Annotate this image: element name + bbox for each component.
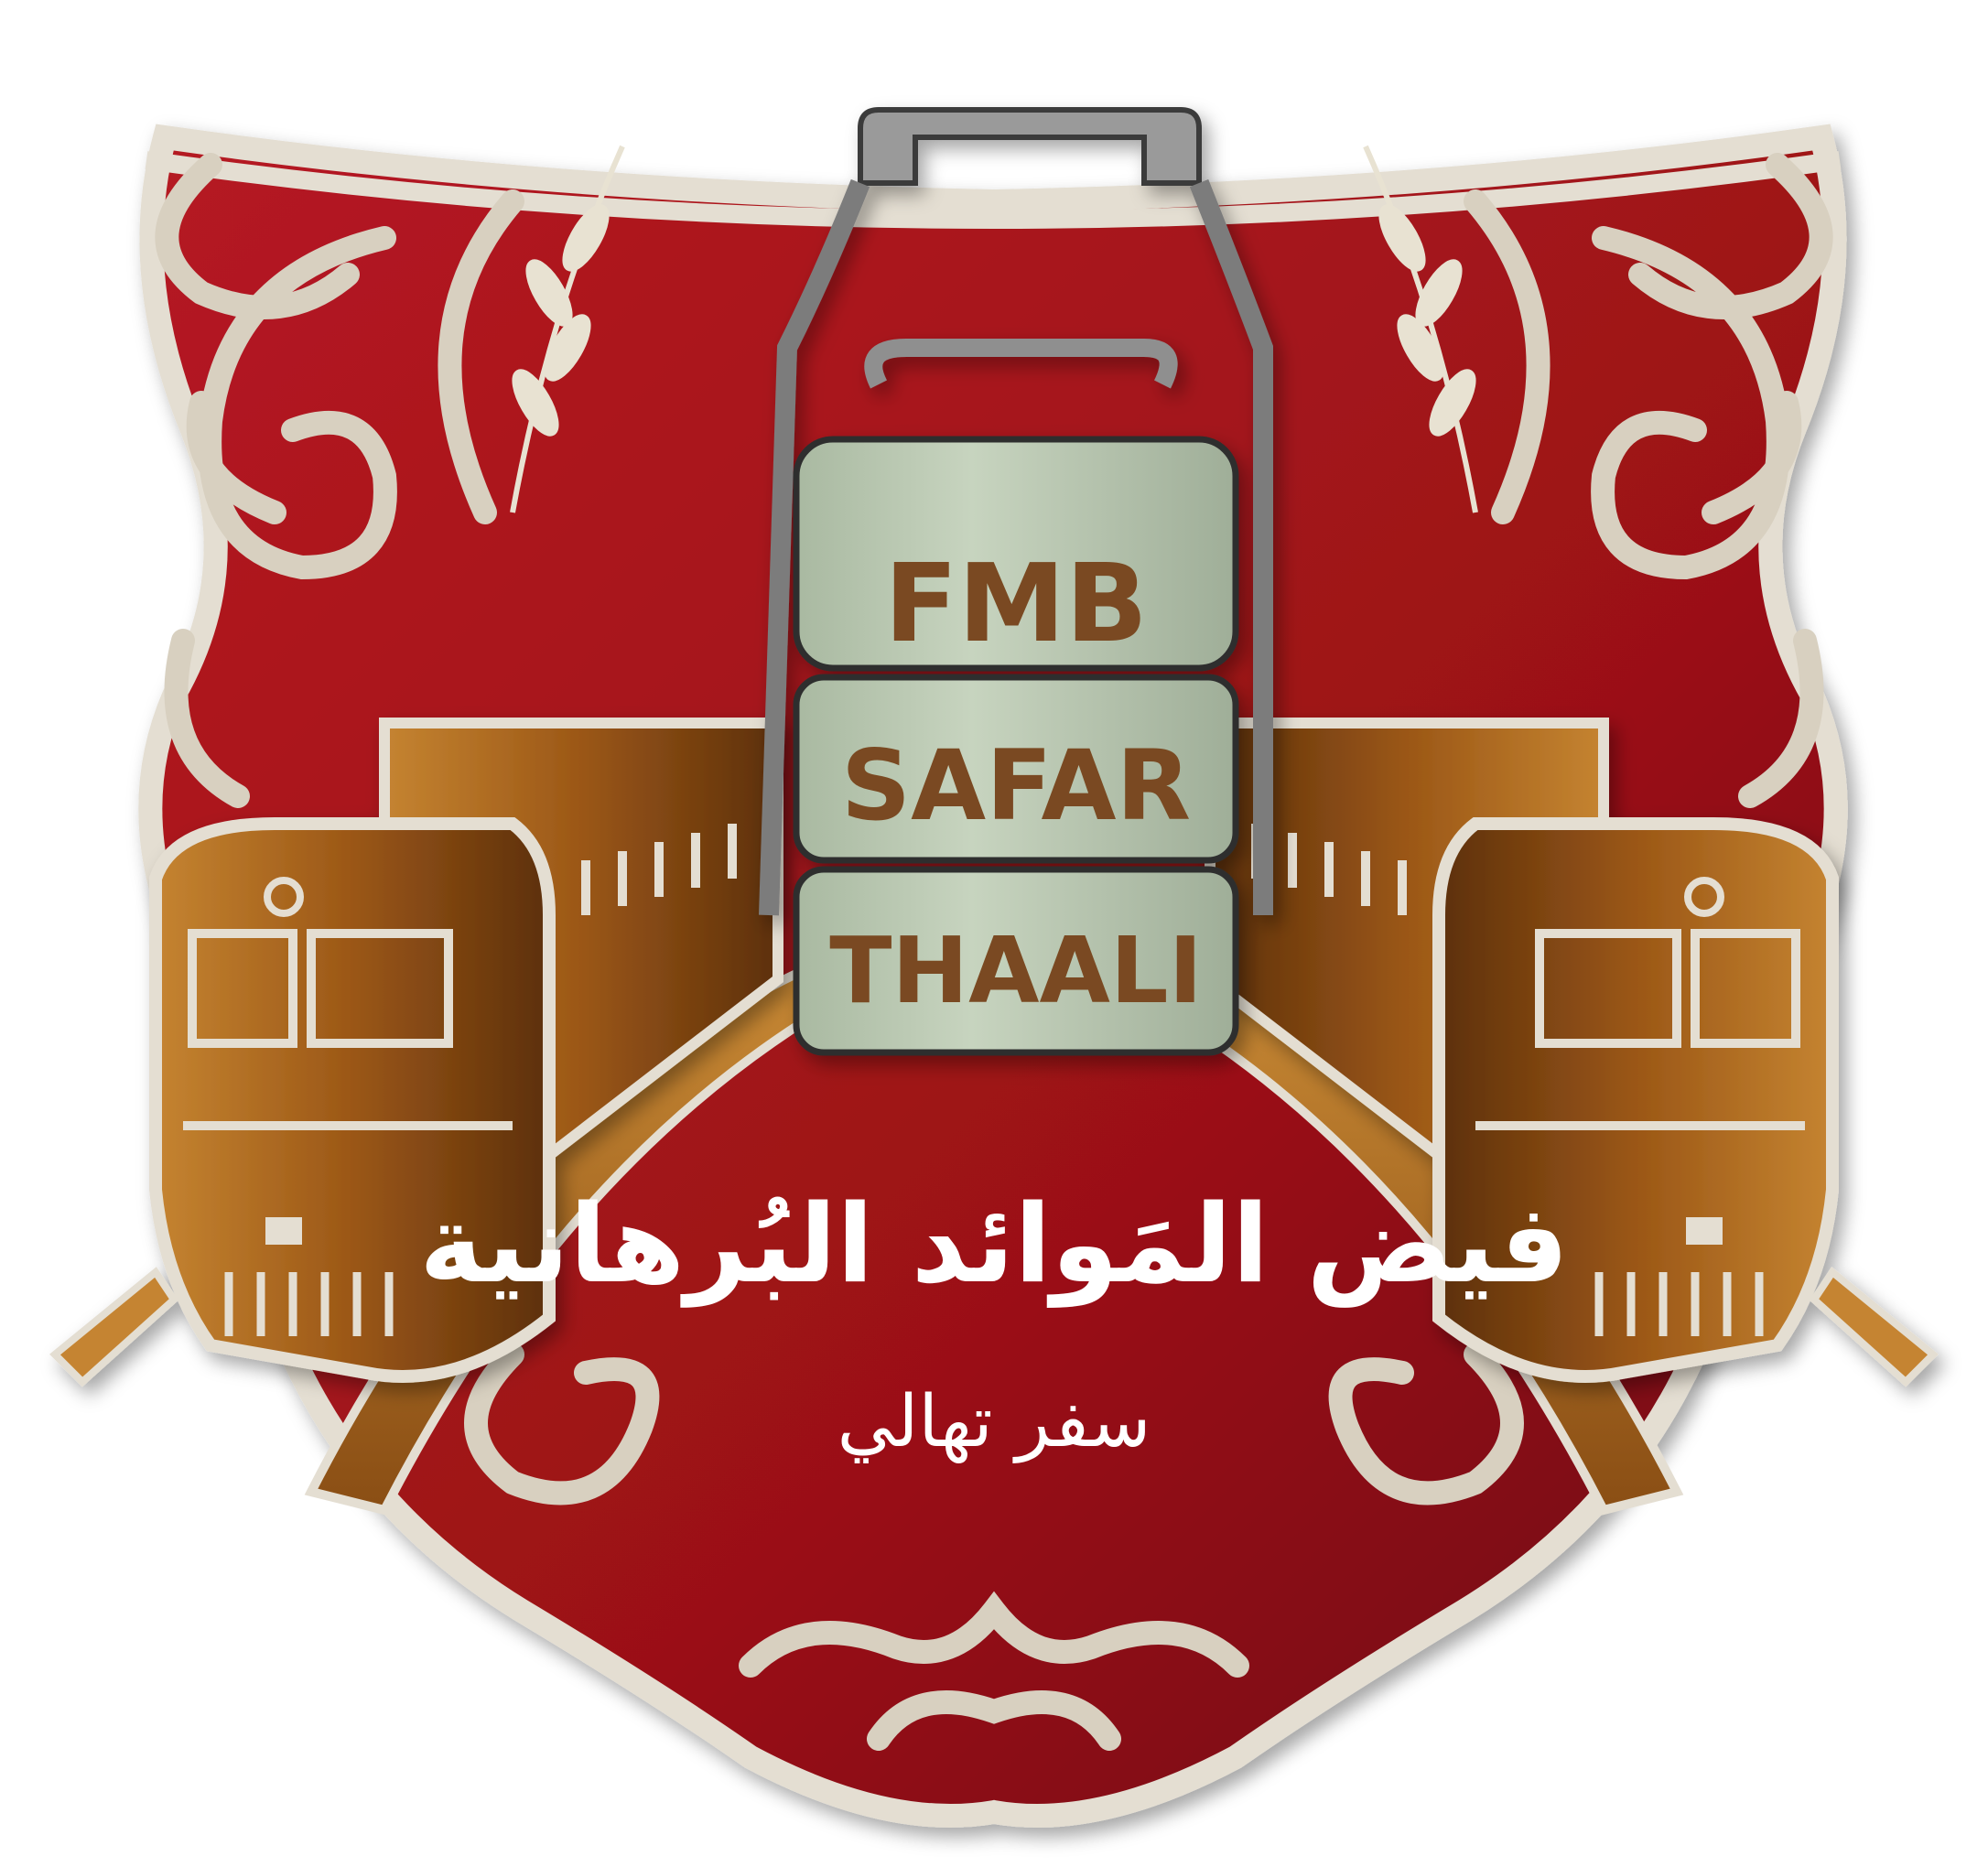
tiffin-tier-safar: SAFAR [840,729,1192,842]
tiffin-tier-fmb: FMB [884,540,1148,666]
tiffin-tier-thaali: THAALI [829,917,1203,1024]
arabic-subtitle: سفر تهالي [837,1381,1151,1463]
arabic-title: فيض المَوائد البُرهانية [419,1181,1569,1307]
